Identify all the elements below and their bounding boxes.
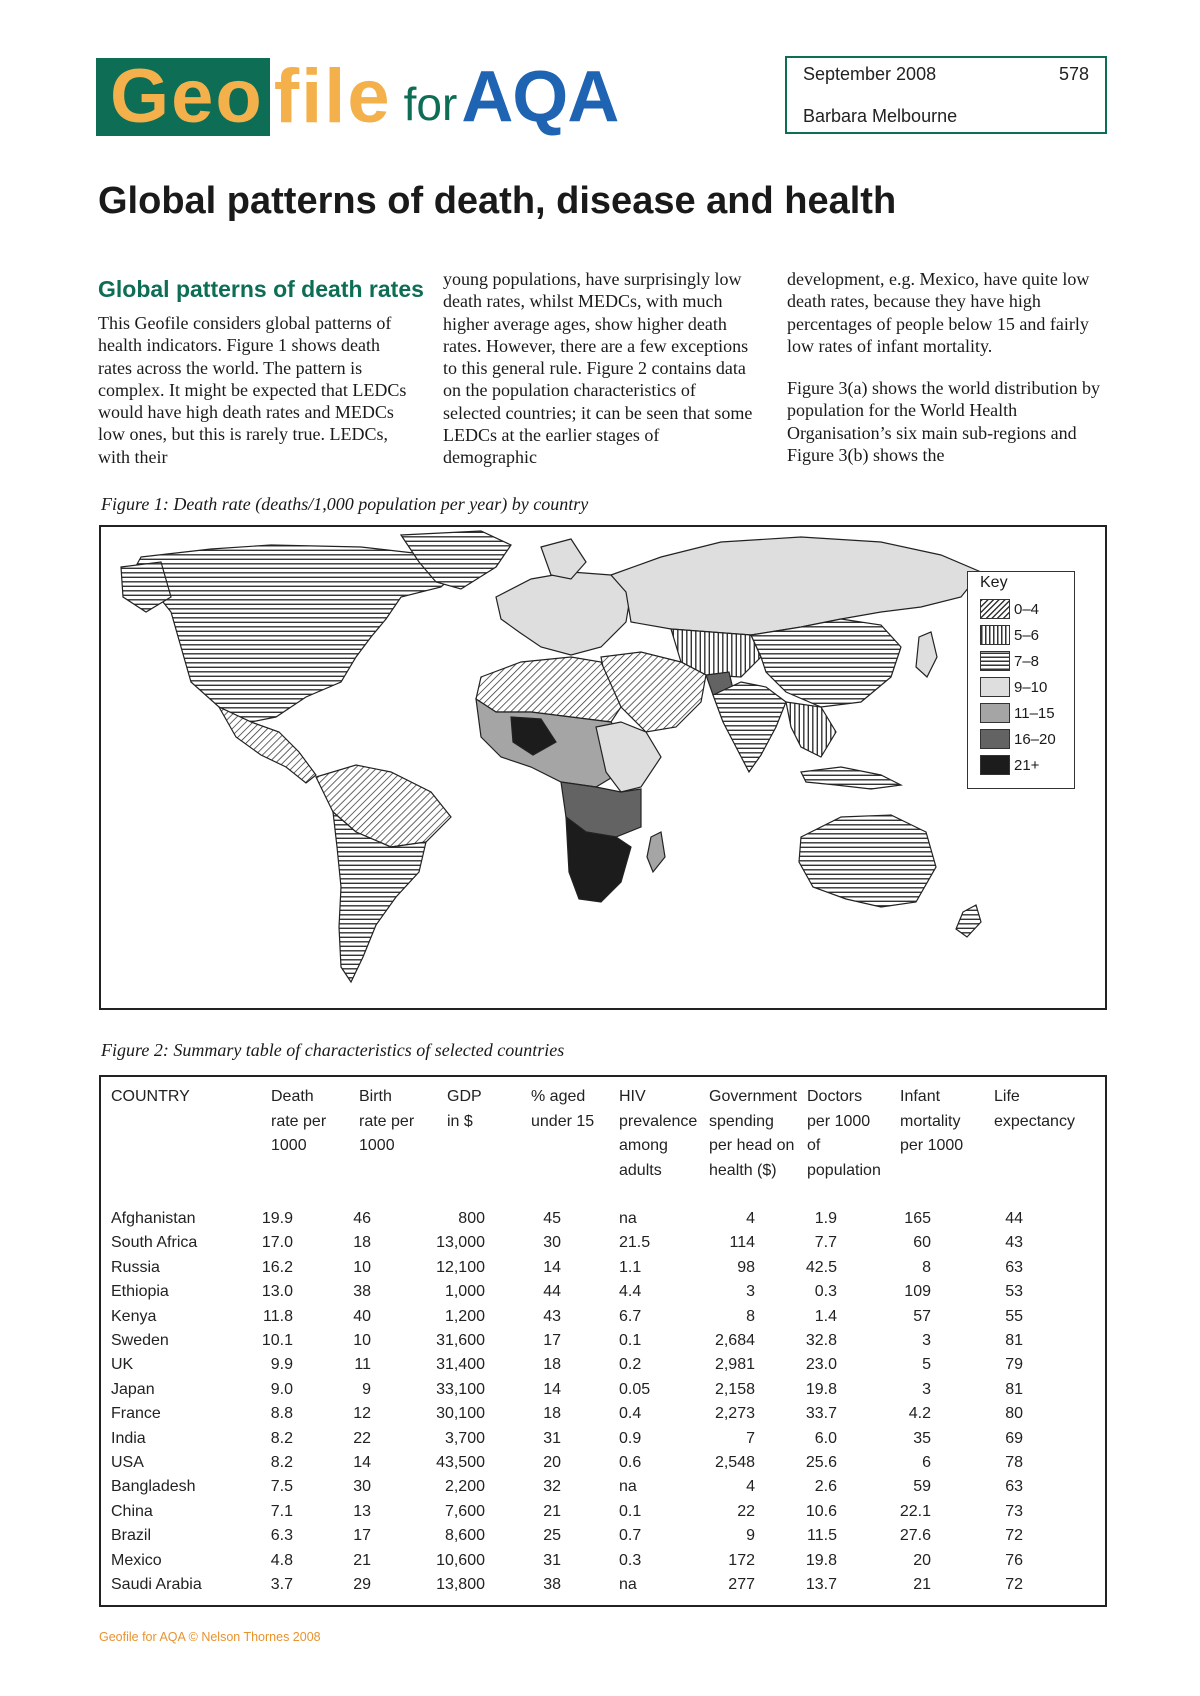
table-cell: 73 [1005,1502,1023,1520]
table-cell: 43 [1005,1234,1023,1252]
table-cell: 10,600 [436,1551,485,1569]
table-cell: 7.5 [270,1478,293,1496]
country-name-cell: Saudi Arabia [111,1576,202,1593]
country-name-cell: Ethiopia [111,1283,169,1301]
world-death-rate-map [99,525,1107,1010]
table-cell: 0.4 [619,1405,642,1423]
column-header-line: spending [709,1112,774,1130]
issue-date: September 2008 [803,64,937,84]
table-row [101,1329,1105,1353]
table-row [101,1402,1105,1426]
key-swatch-horizontal [980,651,1010,671]
page-title: Global patterns of death, disease and health [98,180,897,222]
intro-paragraph-1: This Geofile considers global patterns of health indicators. Figure 1 shows death rates across the world. The pattern is complex. It might be expected that LEDCs would have high death rates and MEDCs low ones, but this is rarely true. LEDCs, with their [98,313,407,467]
key-item [980,650,1039,672]
world-map-graphic [101,527,1105,1008]
intro-paragraph-2: young populations, have surprisingly low death rates, whilst MEDCs, with much higher average ages, show higher death rates. However, there are a few exceptions to this general rule. Figure 2 contains data on the population characteristics of selected countries; it can be seen that some LEDCs at the earlier stages of demographic [443,269,753,468]
key-swatch-vertical [980,625,1010,645]
country-name-cell: Sweden [111,1332,169,1349]
column-header [111,1085,190,1110]
table-cell: 13 [353,1502,371,1520]
table-cell: 0.7 [619,1527,642,1545]
table-cell: 19.8 [805,1551,837,1569]
column-header-line: per 1000 [900,1137,964,1154]
key-item [980,702,1055,724]
table-cell: 4.8 [270,1551,293,1569]
table-cell: 10.6 [805,1502,837,1520]
key-label: 0–4 [1014,600,1040,618]
table-cell: 1.1 [619,1258,642,1276]
table-cell: 21 [913,1576,931,1593]
table-cell: 13.0 [261,1283,293,1301]
author-name: Barbara Melbourne [803,106,958,126]
indonesia-region [801,767,901,789]
table-cell: 13.7 [805,1576,837,1593]
column-header-line: expectancy [994,1112,1075,1130]
intro-paragraph-3: development, e.g. Mexico, have quite low death rates, because they have high percentages of people below 15 and fairly low rates of infant mortality. [787,269,1090,356]
table-cell: 25 [543,1527,561,1545]
table-cell: 44 [543,1283,561,1301]
table-cell: 1.4 [814,1307,837,1325]
table-cell: 14 [353,1454,371,1471]
intro-column-3 [787,268,1105,486]
table-cell: 57 [913,1307,931,1325]
australia-region [799,815,936,907]
table-cell: 20 [913,1551,931,1569]
country-name-cell: Brazil [111,1527,152,1545]
table-cell: 19.9 [261,1210,293,1227]
table-cell: 10 [353,1258,371,1276]
table-cell: 1.9 [814,1210,837,1227]
column-header-line: Death [271,1088,314,1105]
table-cell: 5 [922,1356,931,1374]
key-item [980,676,1047,698]
table-cell: 30 [543,1234,561,1252]
column-header-line: 1000 [359,1137,395,1154]
table-cell: 4 [746,1210,755,1227]
table-cell: 79 [1005,1356,1023,1374]
table-row [101,1451,1105,1475]
table-cell: 6.0 [814,1429,837,1447]
table-cell: 2,158 [714,1380,755,1398]
table-cell: 31,400 [436,1356,485,1374]
table-cell: 7,600 [444,1502,485,1520]
key-swatch-mid-grey [980,703,1010,723]
column-header [531,1085,594,1134]
table-cell: 9 [362,1380,371,1398]
table-cell: 32.8 [805,1332,837,1349]
column-header-line: prevalence [619,1112,698,1130]
table-row [101,1549,1105,1573]
logo-for-text: for [403,78,458,130]
table-cell: 2,548 [714,1454,755,1471]
key-swatch-diagonal [980,599,1010,619]
table-cell: 60 [913,1234,931,1252]
table-cell: 69 [1005,1429,1023,1447]
key-swatch-light-grey [980,677,1010,697]
table-row [101,1256,1105,1280]
table-cell: 31 [543,1429,561,1447]
table-cell: 9.9 [270,1356,293,1374]
table-cell: 16.2 [261,1258,293,1276]
table-cell: 18 [543,1356,561,1374]
table-cell: 17 [543,1332,561,1349]
column-header-line: % aged [531,1088,586,1105]
table-cell: 0.05 [619,1380,651,1398]
table-cell: 2.6 [814,1478,837,1496]
table-cell: 8.2 [270,1454,293,1471]
column-header-line: of [807,1137,821,1154]
column-header [619,1085,697,1183]
column-header-line: among [619,1137,668,1154]
table-cell: 22 [353,1429,371,1447]
column-header-line: health ($) [709,1161,777,1179]
table-cell: 4.4 [619,1283,642,1301]
column-header-line: 1000 [271,1137,307,1154]
logo-geo-text: Geo [110,54,264,139]
table-cell: 1,200 [444,1307,485,1325]
table-cell: 81 [1005,1380,1023,1398]
table-cell: 8 [922,1258,931,1276]
table-cell: 44 [1005,1210,1023,1227]
logo-geo-block [96,54,270,139]
key-label: 11–15 [1014,704,1055,722]
table-cell: 2,684 [714,1332,755,1349]
issue-number: 578 [1058,64,1089,84]
column-header [359,1085,414,1159]
table-cell: 18 [353,1234,371,1252]
table-row [101,1231,1105,1255]
column-header-line: population [807,1161,881,1179]
table-cell: 8,600 [444,1527,485,1545]
table-cell: 0.1 [619,1332,642,1349]
table-cell: 0.3 [814,1283,837,1301]
intro-column-1 [98,312,410,488]
table-cell: 9 [746,1527,755,1545]
table-cell: 22 [737,1502,755,1520]
table-cell: 9.0 [270,1380,293,1398]
table-cell: 98 [737,1258,755,1276]
summary-table [99,1075,1107,1607]
column-header-line: Government [709,1088,798,1105]
table-row [101,1427,1105,1451]
table-cell: 11 [354,1356,371,1374]
key-item [980,598,1039,620]
table-cell: 277 [728,1576,755,1593]
key-item [980,624,1039,646]
table-row [101,1305,1105,1329]
table-cell: 4 [746,1478,755,1496]
column-header-line: in $ [447,1112,473,1130]
table-cell: 10 [353,1332,371,1349]
table-cell: 8.8 [270,1405,293,1423]
table-cell: 6.3 [270,1527,293,1545]
table-cell: 17 [353,1527,371,1545]
table-cell: 76 [1005,1551,1023,1569]
table-cell: 165 [904,1210,931,1227]
table-cell: 21.5 [619,1234,651,1252]
table-cell: 3.7 [270,1576,293,1593]
country-name-cell: South Africa [111,1234,198,1252]
table-cell: na [619,1576,637,1593]
table-cell: 32 [543,1478,561,1496]
table-cell: 10.1 [261,1332,293,1349]
column-header-line: Doctors [807,1088,863,1105]
table-cell: 0.2 [619,1356,642,1374]
table-cell: 33.7 [805,1405,837,1423]
table-cell: 25.6 [805,1454,837,1471]
table-cell: 30 [353,1478,371,1496]
key-swatch-black [980,755,1010,775]
table-row [101,1573,1105,1597]
table-cell: 30,100 [436,1405,485,1423]
table-cell: 3 [922,1332,931,1349]
table-cell: 63 [1005,1258,1023,1276]
intro-column-2 [443,268,755,489]
new-zealand-region [956,905,981,937]
table-cell: 63 [1005,1478,1023,1496]
table-cell: 20 [543,1454,561,1471]
table-row [101,1500,1105,1524]
column-header-line: rate per [359,1112,415,1130]
table-cell: 42.5 [805,1258,837,1276]
country-name-cell: USA [111,1454,144,1471]
table-row [101,1280,1105,1304]
table-cell: 46 [353,1210,371,1227]
table-cell: 800 [458,1210,485,1227]
table-cell: 14 [543,1258,561,1276]
table-cell: 21 [353,1551,371,1569]
key-label: 7–8 [1014,652,1040,670]
table-cell: 35 [913,1429,931,1447]
table-cell: 33,100 [436,1380,485,1398]
column-header [447,1085,482,1134]
table-cell: 45 [543,1210,561,1227]
column-header [994,1085,1075,1134]
table-cell: 22.1 [899,1502,931,1520]
table-cell: 2,200 [444,1478,485,1496]
country-name-cell: Bangladesh [111,1478,196,1496]
madagascar-region [647,832,665,872]
column-header-line: under 15 [531,1112,595,1130]
page-footer: Geofile for AQA © Nelson Thornes 2008 [99,1630,321,1644]
column-header-line: HIV [619,1088,646,1105]
intro-paragraph-4: Figure 3(a) shows the world distribution by population for the World Health Organisation’s six main sub-regions and Figure 3(b) shows the [787,378,1100,466]
table-cell: 11.5 [807,1527,837,1545]
table-cell: 0.3 [619,1551,642,1569]
section-heading: Global patterns of death rates [98,276,424,302]
key-label: 9–10 [1014,678,1048,696]
column-header-line: adults [619,1161,662,1179]
table-cell: 7.1 [270,1502,293,1520]
table-cell: 8.2 [270,1429,293,1447]
key-swatch-dark-grey [980,729,1010,749]
column-header-line: per 1000 [807,1112,871,1130]
india-region [713,682,786,772]
table-cell: 72 [1005,1527,1023,1545]
table-cell: 81 [1005,1332,1023,1349]
table-row [101,1353,1105,1377]
table-cell: 14 [543,1380,561,1398]
table-cell: 43 [543,1307,561,1325]
table-cell: 13,000 [436,1234,485,1252]
country-name-cell: Afghanistan [111,1210,196,1227]
column-header [709,1085,797,1183]
table-cell: 12,100 [436,1258,485,1276]
key-label: 16–20 [1014,730,1056,748]
country-name-cell: UK [111,1356,134,1374]
table-cell: 8 [746,1307,755,1325]
column-header [807,1085,881,1183]
column-header [900,1085,963,1159]
map-key [967,571,1075,789]
column-header-line: Life [994,1088,1020,1105]
key-title: Key [980,574,1008,591]
table-cell: 109 [904,1283,931,1301]
table-cell: 55 [1005,1307,1023,1325]
table-cell: 0.9 [619,1429,642,1447]
country-name-cell: Russia [111,1258,160,1276]
table-cell: 0.6 [619,1454,642,1471]
table-cell: 23.0 [805,1356,837,1374]
key-item [980,754,1039,776]
table-cell: 18 [543,1405,561,1423]
country-name-cell: France [111,1405,161,1423]
table-cell: 0.1 [619,1502,642,1520]
table-cell: 53 [1005,1283,1023,1301]
table-cell: 12 [353,1405,371,1423]
logo-aqa-text: AQA [461,57,619,137]
key-label: 5–6 [1014,626,1040,644]
table-cell: na [619,1478,637,1496]
column-header-line: per head on [709,1137,795,1154]
table-cell: na [619,1210,637,1227]
table-cell: 172 [728,1551,755,1569]
table-cell: 31 [543,1551,561,1569]
table-cell: 13,800 [436,1576,485,1593]
table-cell: 38 [353,1283,371,1301]
table-cell: 40 [353,1307,371,1325]
table-cell: 27.6 [899,1527,931,1545]
column-header-line: Infant [900,1088,941,1105]
table-cell: 2,273 [714,1405,755,1423]
country-name-cell: Kenya [111,1307,157,1325]
column-header-line: Birth [359,1088,392,1105]
japan-region [916,632,937,677]
key-label: 21+ [1014,756,1040,774]
column-header [271,1085,326,1159]
table-cell: 17.0 [261,1234,293,1252]
logo-file-text: file [273,54,392,139]
europe-region [496,572,631,655]
table-cell: 11.8 [263,1307,293,1325]
table-row [101,1475,1105,1499]
country-name-cell: China [111,1502,153,1520]
table-cell: 2,981 [714,1356,755,1374]
table-cell: 7 [746,1429,755,1447]
table-cell: 3 [922,1380,931,1398]
issue-info-box [785,56,1107,134]
table-cell: 29 [353,1576,371,1593]
table-cell: 114 [729,1234,755,1252]
table-cell: 6 [922,1454,931,1471]
country-name-cell: India [111,1429,146,1447]
country-name-cell: Mexico [111,1551,162,1569]
alaska-region [121,562,171,612]
table-cell: 59 [913,1478,931,1496]
table-cell: 21 [543,1502,561,1520]
geofile-logo [96,54,619,139]
table-cell: 6.7 [619,1307,642,1325]
column-header-line: COUNTRY [111,1088,190,1105]
figure1-caption: Figure 1: Death rate (deaths/1,000 population per year) by country [101,494,589,514]
table-cell: 3,700 [444,1429,485,1447]
table-cell: 19.8 [805,1380,837,1398]
southeast-asia-region [786,702,836,757]
table-cell: 72 [1005,1576,1023,1593]
russia-region [611,537,981,635]
table-cell: 31,600 [436,1332,485,1349]
table-row [101,1524,1105,1548]
table-cell: 78 [1005,1454,1023,1471]
column-header-line: GDP [447,1088,482,1105]
table-cell: 38 [543,1576,561,1593]
table-cell: 4.2 [908,1405,931,1423]
table-cell: 7.7 [814,1234,837,1252]
column-header-line: mortality [900,1112,961,1130]
table-cell: 3 [746,1283,755,1301]
column-header-line: rate per [271,1112,327,1130]
table-row [101,1378,1105,1402]
table-cell: 43,500 [436,1454,485,1471]
north-america-region [131,545,461,722]
table-cell: 1,000 [444,1283,485,1301]
table-row [101,1207,1105,1231]
key-item [980,728,1056,750]
figure2-caption: Figure 2: Summary table of characteristics of selected countries [101,1040,565,1060]
country-name-cell: Japan [111,1380,155,1398]
table-cell: 80 [1005,1405,1023,1423]
